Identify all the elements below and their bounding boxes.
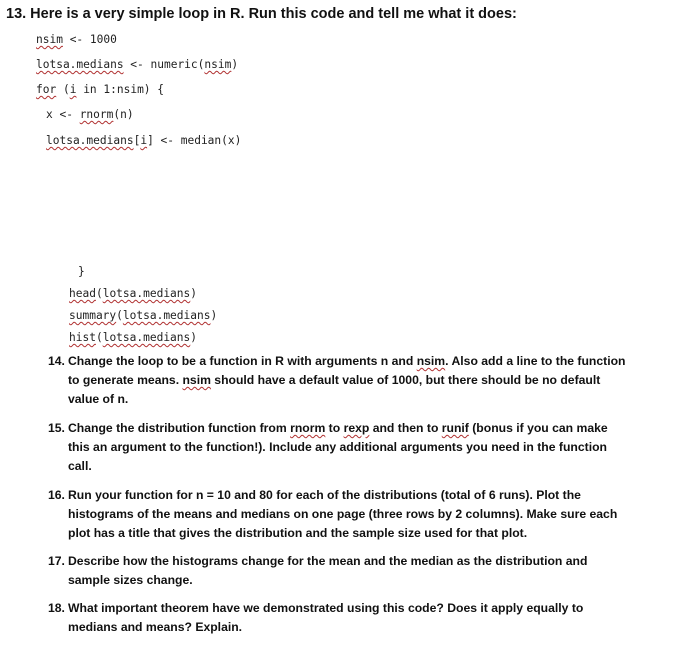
code-token: summary [69, 309, 117, 322]
question-text [68, 352, 628, 409]
code-line-3 [36, 83, 164, 97]
code-token: head [69, 287, 96, 300]
code-token: (n) [113, 108, 134, 121]
question-number: 15. [48, 421, 65, 435]
code-token: ) [210, 309, 218, 322]
code-token: in 1:nsim) { [76, 83, 165, 96]
text-run: rnorm [290, 421, 326, 435]
question-number: 14. [48, 354, 65, 368]
code-line-4 [46, 108, 134, 122]
text-run: Change the loop to be a function in R with arguments n and [68, 354, 417, 368]
code-token: ) [231, 58, 239, 71]
question-13-heading: 13. Here is a very simple loop in R. Run this code and tell me what it does: [6, 6, 517, 22]
code-token: <- numeric( [123, 58, 205, 71]
code-token: i [140, 134, 148, 147]
code-token: x <- [46, 108, 80, 121]
code-token: ] <- median(x) [147, 134, 242, 147]
text-run: and then to [369, 421, 442, 435]
code-token: hist [69, 331, 96, 344]
question-number: 18. [48, 601, 65, 615]
question-17 [48, 552, 628, 590]
code-token: lotsa.medians [102, 287, 191, 300]
code-token: for [36, 83, 57, 96]
code-token: lotsa.medians [102, 331, 191, 344]
code-token: ) [190, 331, 198, 344]
code-token: i [69, 83, 77, 96]
question-18 [48, 599, 628, 637]
text-run: to [325, 421, 344, 435]
question-text [68, 419, 628, 476]
code-token: ) [190, 287, 198, 300]
text-run: nsim [416, 354, 446, 368]
question-number: 17. [48, 554, 65, 568]
question-16 [48, 486, 628, 543]
text-run: Change the distribution function from [68, 421, 291, 435]
question-15 [48, 419, 628, 476]
code-token: lotsa.medians [36, 58, 124, 71]
code-line-8 [69, 309, 217, 323]
code-token: lotsa.medians [122, 309, 211, 322]
code-token: ( [95, 331, 103, 344]
text-run: (bonus if you can make this an argument to the function!). Include any additional arguments you need in the function call. [68, 421, 608, 473]
code-line-9 [69, 331, 197, 345]
code-token: ( [116, 309, 123, 322]
text-run: nsim [182, 373, 211, 387]
question-14 [48, 352, 628, 409]
question-text: What important theorem have we demonstrated using this code? Does it apply equally to medians and means? Explain. [68, 601, 584, 634]
code-line-7 [69, 287, 197, 301]
text-run: rexp [343, 421, 370, 435]
code-line-2 [36, 58, 238, 72]
text-run: . Also add a line to the function to generate means. [68, 354, 626, 387]
code-token: ( [95, 287, 103, 300]
question-text: Run your function for n = 10 and 80 for each of the distributions (total of 6 runs). Plot the histograms of the means and medians on one page (three rows by 2 columns). Make sure each plot has a title that gives the distribution and the sample size used for that plot. [68, 488, 618, 540]
code-token: lotsa.medians [46, 134, 134, 147]
code-token: rnorm [79, 108, 114, 121]
text-run: runif [441, 421, 469, 435]
code-token: <- 1000 [62, 33, 117, 46]
code-line-1 [36, 33, 117, 47]
text-run: should have a default value of 1000, but there should be no default value of n. [68, 373, 601, 406]
question-number: 16. [48, 488, 65, 502]
code-line-6: } [78, 265, 85, 278]
code-token: [ [133, 134, 141, 147]
code-line-5 [46, 134, 241, 148]
code-token: nsim [36, 33, 63, 46]
code-token: ( [56, 83, 70, 96]
question-text: Describe how the histograms change for the mean and the median as the distribution and sample sizes change. [68, 554, 588, 587]
code-token: nsim [204, 58, 232, 71]
